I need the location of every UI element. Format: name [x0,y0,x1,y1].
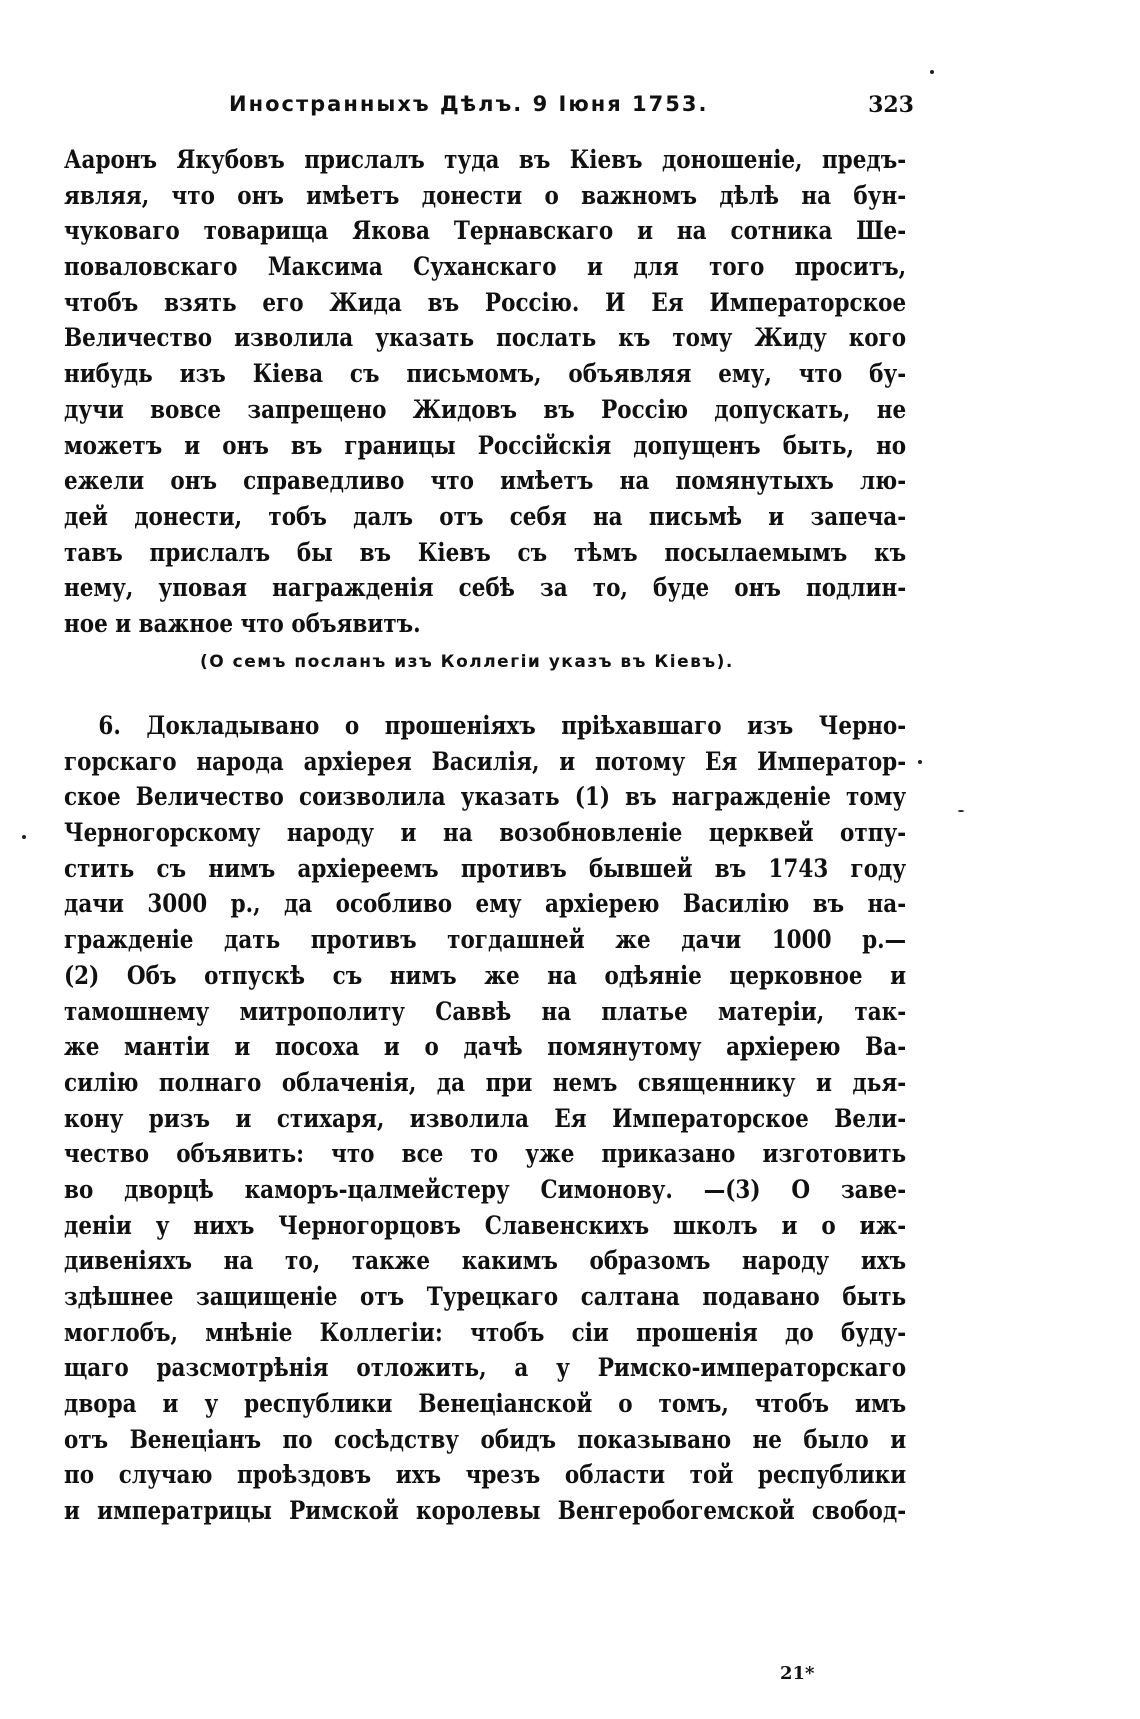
ink-speck [930,70,934,74]
text-line: во дворцѣ каморъ-цалмейстеру Симонову. —(3) О заве- [64,1174,907,1204]
text-line: здѣшнее защищеніе отъ Турецкаго салтана подавано быть [64,1282,907,1311]
text-line: дучи вовсе запрещено Жидовъ въ Россію допускать, не [64,394,907,424]
text-line: чуковаго товарища Якова Тернавскаго и на сотника Ше- [64,216,907,246]
ink-speck [918,760,922,764]
text-line: гражденіе дать противъ тогдашней же дачи 1000 р.— [64,925,907,955]
text-line: кону ризъ и стихаря, изволила Ея Императорское Вели- [64,1103,907,1133]
text-line: Ааронъ Якубовъ прислалъ туда въ Кіевъ доношеніе, предъ- [64,145,907,174]
ink-speck [22,835,26,839]
text-line: дачи 3000 р., да особливо ему архіерею Василію въ на- [64,889,907,919]
ink-speck [958,810,964,812]
text-line: Черногорскому народу и на возобновленіе церквей отпу- [64,818,907,848]
text-line: дивеніяхъ на то, также какимъ образомъ народу ихъ [64,1246,907,1276]
editorial-note: (О семъ посланъ изъ Коллегіи указъ въ Кіевъ). [200,652,734,672]
text-line: ное и важное что объявитъ. [64,608,421,638]
running-head [64,92,914,122]
text-line: ское Величество соизволила указать (1) въ награжденіе тому [64,782,907,812]
text-line: можетъ и онъ въ границы Россійскія допущенъ быть, но [64,430,907,460]
running-title: Иностранныхъ Дѣлъ. 9 Іюня 1753. [229,92,709,116]
text-line: являя, что онъ имѣетъ донести о важномъ дѣлѣ на бун- [64,180,907,210]
paragraph-2 [64,708,906,1529]
text-line: тавъ прислалъ бы въ Кіевъ съ тѣмъ посылаемымъ къ [64,537,907,567]
text-line: 6. Докладывано о прошеніяхъ пріѣхавшаго изъ Черно- [98,711,907,740]
page-number: 323 [868,92,914,118]
paragraph-1 [64,142,906,642]
text-line: чество объявить: что все то уже приказано изготовить [64,1139,907,1169]
text-line: отъ Венеціанъ по сосѣдству обидъ показывано не было и [64,1424,907,1454]
text-line: силію полнаго облаченія, да при немъ священнику и дья- [64,1067,907,1097]
text-line: стить съ нимъ архіереемъ противъ бывшей въ 1743 году [64,853,907,883]
text-line: деніи у нихъ Черногорцовъ Славенскихъ школъ и о иж- [64,1210,907,1240]
text-line: двора и у республики Венеціанской о томъ, чтобъ имъ [64,1389,907,1419]
text-line: (2) Объ отпускѣ съ нимъ же на одѣяніе церковное и [64,960,907,990]
text-line: щаго разсмотрѣнія отложить, а у Римско-императорскаго [64,1353,907,1383]
text-line: нему, уповая награжденія себѣ за то, буде онъ подлин- [64,573,907,603]
text-line: Величество изволила указать послать къ тому Жиду кого [64,323,907,353]
text-line: дей донести, тобъ далъ отъ себя на письмѣ и запеча- [64,501,907,531]
signature-mark: 21* [780,1663,815,1684]
text-line: тамошнему митрополиту Саввѣ на платье матеріи, так- [64,996,907,1026]
text-line: ежели онъ справедливо что имѣетъ на помянутыхъ лю- [64,466,907,496]
text-line: горскаго народа архіерея Василія, и потому Ея Император- [64,746,907,776]
text-line: моглобъ, мнѣніе Коллегіи: чтобъ сіи прошенія до буду- [64,1317,907,1347]
text-line: нибудь изъ Кіева съ письмомъ, объявляя ему, что бу- [64,359,907,389]
text-line: и императрицы Римской королевы Венгеробогемской свобод- [64,1496,907,1526]
text-line: по случаю проѣздовъ ихъ чрезъ области той республики [64,1460,907,1490]
text-line: поваловскаго Максима Суханскаго и для того проситъ, [64,252,907,282]
text-line: чтобъ взять его Жида въ Россію. И Ея Императорское [64,287,907,317]
text-line: же мантіи и посоха и о дачѣ помянутому архіерею Ва- [64,1032,907,1062]
